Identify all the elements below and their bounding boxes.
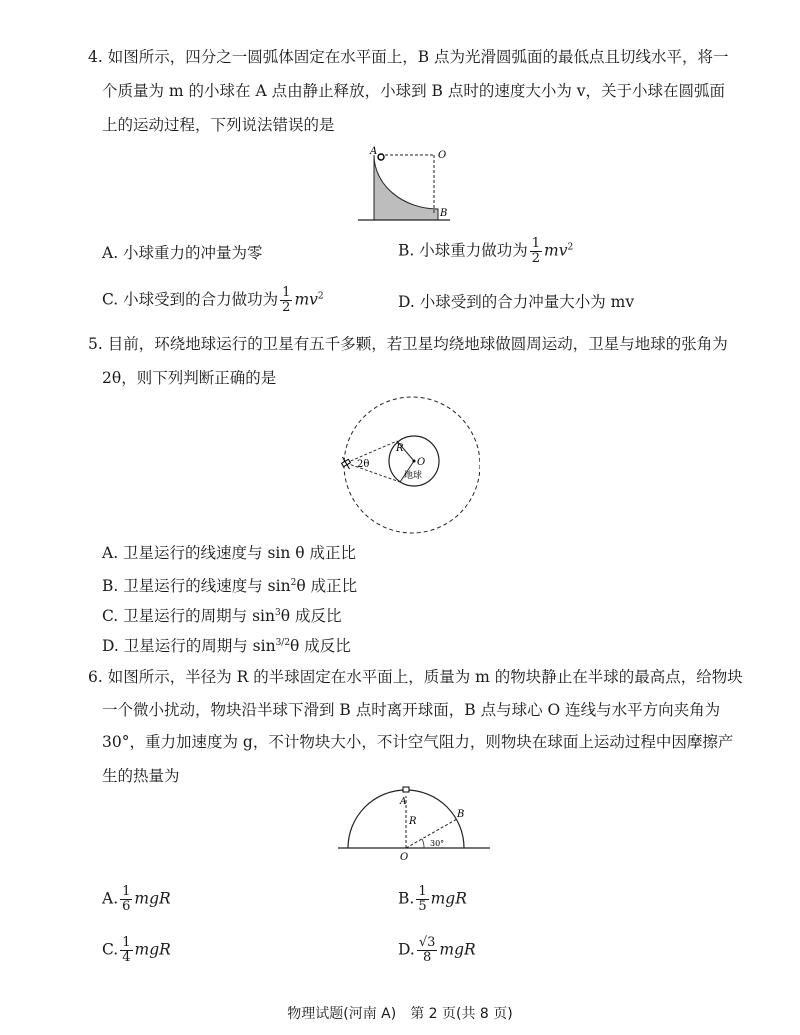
page-footer: 物理试题(河南 A) 第 2 页(共 8 页) (287, 1006, 513, 1022)
q5-fig-label-earth: 地球 (404, 471, 423, 481)
q6-fig-label-b: B (457, 809, 465, 820)
q4-figure-quarter-arc (350, 145, 470, 230)
q6-fig-label-o: O (400, 852, 409, 863)
q4-option-d: D. 小球受到的合力冲量大小为 mv (398, 293, 635, 311)
q5-fig-label-o: O (417, 457, 426, 468)
q6-fig-label-a: A (400, 797, 407, 807)
q4-stem-line3: 上的运动过程，下列说法错误的是 (102, 116, 335, 134)
q6-fig-label-r: R (409, 816, 417, 827)
q5-option-d: D. 卫星运行的周期与 $\sin^{3/2}\theta$ 成反比 (102, 637, 351, 656)
q4-stem-line2: 个质量为 m 的小球在 A 点由静止释放，小球到 B 点时的速度大小为 v，关于小球在圆弧面 (102, 82, 726, 100)
q6-stem-line2: 一个微小扰动，物块沿半球下滑到 B 点时离开球面，B 点与球心 O 连线与水平方向夹角为 (102, 701, 721, 719)
q6-option-d: D. $\frac{√3}{8}$ mgR (398, 935, 476, 965)
q5-option-c: C. 卫星运行的周期与 $\sin^3\theta$ 成反比 (102, 607, 342, 626)
q4-fig-label-b: B (440, 208, 448, 219)
q4-fig-label-o: O (438, 150, 447, 161)
q5-option-b: B. 卫星运行的线速度与 $\sin^2\theta$ 成正比 (102, 577, 358, 596)
q6-stem-line1: 6. 如图所示，半径为 R 的半球固定在水平面上，质量为 m 的物块静止在半球的最高点，给物块 (88, 668, 743, 686)
q5-figure-satellite-orbit (330, 385, 480, 535)
q5-stem-line2: 2θ，则下列判断正确的是 (102, 369, 277, 387)
q6-fig-label-angle: 30° (430, 839, 445, 848)
q6-option-a: A. $\frac{1}{6}$ mgR (102, 884, 171, 914)
q5-fig-label-r: R (396, 443, 404, 454)
q5-stem-line1: 5. 目前，环绕地球运行的卫星有五千多颗，若卫星均绕地球做圆周运动，卫星与地球的张角为 (88, 335, 728, 353)
q5-fig-label-angle: 2θ (357, 459, 370, 470)
q4-fig-label-a: A (370, 146, 378, 157)
q6-stem-line3: 30°，重力加速度为 g，不计物块大小，不计空气阻力，则物块在球面上运动过程中因摩擦产 (102, 733, 734, 751)
q4-option-b: B. 小球重力做功为 $\frac{1}{2}$ $mv^2$ (398, 236, 574, 266)
q4-option-c: C. 小球受到的合力做功为 $\frac{1}{2}$ $mv^2$ (102, 285, 324, 315)
q6-stem-line4: 生的热量为 (102, 767, 180, 785)
q6-figure-hemisphere (330, 780, 500, 865)
q4-option-a: A. 小球重力的冲量为零 (102, 244, 263, 262)
q6-option-b: B. $\frac{1}{5}$ mgR (398, 884, 467, 914)
q4-stem-line1: 4. 如图所示，四分之一圆弧体固定在水平面上，B 点为光滑圆弧面的最低点且切线水平，将一 (88, 48, 729, 66)
q5-option-a: A. 卫星运行的线速度与 sin θ 成正比 (102, 544, 357, 562)
q6-option-c: C. $\frac{1}{4}$ mgR (102, 935, 171, 965)
